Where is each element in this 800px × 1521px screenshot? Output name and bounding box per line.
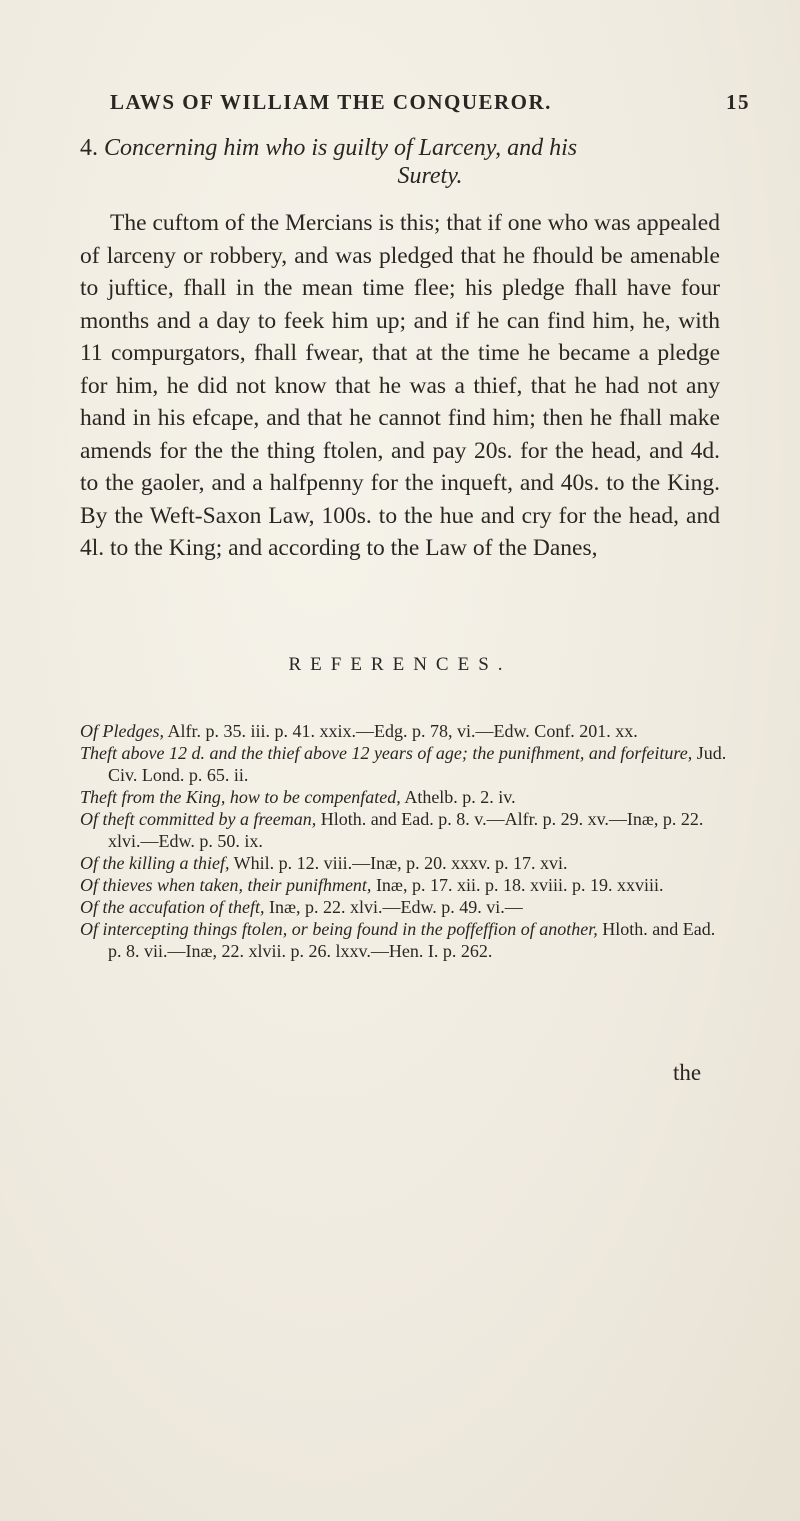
reference-title: Of the accufation of theft, [80,897,265,917]
catchword: the [673,1060,702,1085]
reference-title: Theft above 12 d. and the thief above 12 years of age; the punifhment, and forfeiture, [80,743,693,763]
reference-citation: Inæ, p. 17. xii. p. 18. xviii. p. 19. xxviii. [371,875,664,895]
reference-item [80,742,730,786]
section-heading-line2: Surety. [397,163,463,189]
body-paragraph: The cuftom of the Mercians is this; that if one who was appealed of larceny or robbery, and was pledged that he fhould be amenable to juftice, fhall in the mean time flee; his pledge fhall have four months and a day to feek him up; and if he can find him, he, with 11 compurgators, fhall fwear, that at the time he became a pledge for him, he did not know that he was a thief, that he had not any hand in his efcape, and that he cannot find him; then he fhall make amends for the the thing ftolen, and pay 20s. for the head, and 4d. to the gaoler, and a halfpenny for the inqueft, and 40s. to the King. By the Weft-Saxon Law, 100s. to the hue and cry for the head, and 4l. to the King; and according to the Law of the Danes, [80,210,720,561]
reference-citation: Inæ, p. 22. xlvi.—Edw. p. 49. vi.— [264,897,523,917]
reference-title: Of theft committed by a freeman, [80,809,317,829]
section-heading [80,134,720,190]
reference-item [80,852,730,874]
page-number: 15 [726,90,750,114]
section-number: 4. [80,135,98,161]
reference-item [80,786,730,808]
body-text [80,207,720,565]
reference-title: Theft from the King, how to be compenfated, [80,787,401,807]
reference-item [80,874,730,896]
reference-citation: Hloth. and Ead. p. 8. v.—Alfr. p. 29. xv.—Inæ, p. 22. xlvi.—Edw. p. 50. ix. [108,809,704,851]
reference-item [80,896,730,918]
reference-item [80,720,730,742]
references-list [80,720,730,962]
reference-title: Of intercepting things ftolen, or being found in the poffeffion of another, [80,919,598,939]
reference-item [80,918,730,962]
reference-citation: Jud. Civ. Lond. p. 65. ii. [108,743,727,785]
reference-title: Of the killing a thief, [80,853,230,873]
reference-citation: Athelb. p. 2. iv. [400,787,516,807]
reference-item [80,808,730,852]
reference-citation: Hloth. and Ead. p. 8. vii.—Inæ, 22. xlvii. p. 26. lxxv.—Hen. I. p. 262. [108,919,716,961]
reference-citation: Whil. p. 12. viii.—Inæ, p. 20. xxxv. p. 17. xvi. [229,853,568,873]
reference-title: Of Pledges, [80,721,164,741]
reference-citation: Alfr. p. 35. iii. p. 41. xxix.—Edg. p. 78, vi.—Edw. Conf. 201. xx. [163,721,638,741]
section-heading-line1: Concerning him who is guilty of Larceny, and his [104,135,578,161]
references-heading: REFERENCES. [288,654,512,675]
reference-title: Of thieves when taken, their punifhment, [80,875,372,895]
running-title: LAWS OF WILLIAM THE CONQUEROR. [110,90,552,114]
